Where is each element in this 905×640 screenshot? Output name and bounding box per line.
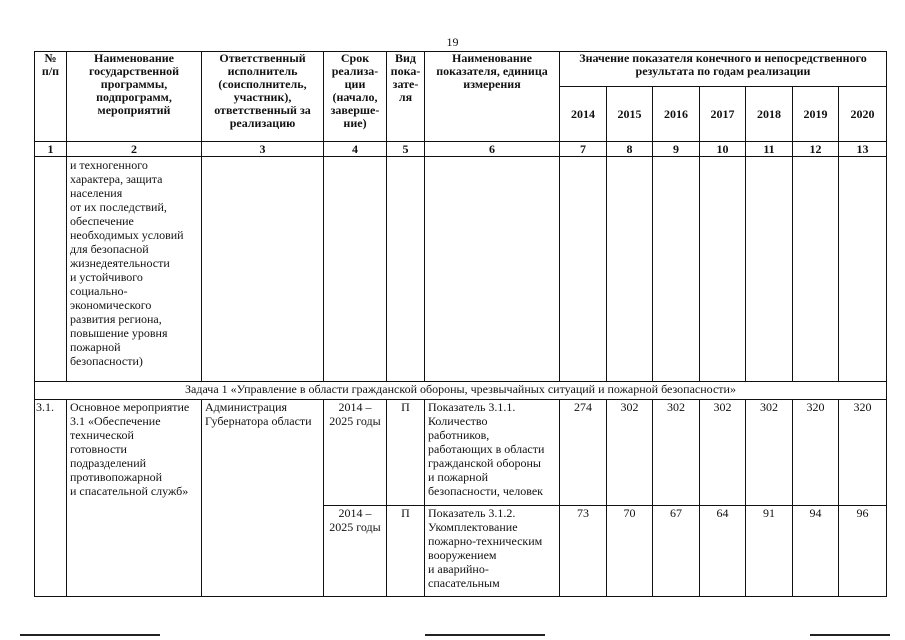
header-year: 2014 [560, 87, 607, 142]
text-line: Основное мероприятие [70, 400, 190, 414]
empty-cell [35, 157, 67, 382]
text-line: характера, защита [70, 172, 163, 186]
text-line: 2025 годы [329, 520, 381, 534]
empty-cell [607, 157, 653, 382]
empty-cell [653, 157, 700, 382]
continuation-row [35, 157, 887, 382]
empty-cell [746, 157, 793, 382]
indicator-value: 302 [607, 400, 653, 506]
column-number: 10 [700, 142, 746, 157]
column-number: 4 [324, 142, 387, 157]
text-line: пожарной [70, 340, 121, 354]
indicator-row [35, 400, 887, 506]
indicator-name [425, 400, 560, 506]
text-line: Количество [428, 414, 488, 428]
empty-cell [202, 157, 324, 382]
empty-cell [324, 157, 387, 382]
scan-artifact-line [425, 634, 545, 636]
header-executor: Ответственный исполнитель (соисполнитель, участник), ответственный за реализацию [202, 52, 324, 142]
indicator-value: 274 [560, 400, 607, 506]
indicator-term [324, 506, 387, 597]
empty-cell [387, 157, 425, 382]
empty-cell [700, 157, 746, 382]
empty-cell [425, 157, 560, 382]
text-line: развития региона, [70, 312, 162, 326]
header-year: 2015 [607, 87, 653, 142]
measure-number: 3.1. [35, 400, 67, 597]
text-line: спасательным [428, 576, 500, 590]
indicator-value: 320 [839, 400, 887, 506]
text-line: повышение уровня [70, 326, 168, 340]
measure-executor [202, 400, 324, 597]
text-line: населения [70, 186, 123, 200]
text-line: от их последствий, [70, 200, 167, 214]
indicator-type: П [387, 400, 425, 506]
header-program-name: Наименование государственной программы, подпрограмм, мероприятий [67, 52, 202, 142]
text-line: вооружением [428, 548, 497, 562]
empty-cell [839, 157, 887, 382]
indicator-type: П [387, 506, 425, 597]
indicator-value: 320 [793, 400, 839, 506]
indicator-value: 91 [746, 506, 793, 597]
text-line: обеспечение [70, 214, 134, 228]
text-line: безопасности) [70, 354, 143, 368]
header-indicator-name: Наименование показателя, единица измерения [425, 52, 560, 142]
column-number: 9 [653, 142, 700, 157]
text-line: работников, [428, 428, 490, 442]
text-line: Губернатора области [205, 414, 312, 428]
header-year: 2018 [746, 87, 793, 142]
text-line: гражданской обороны [428, 456, 541, 470]
page-number: 19 [446, 35, 459, 49]
indicator-value: 73 [560, 506, 607, 597]
column-number: 8 [607, 142, 653, 157]
continuation-program-name [67, 157, 202, 382]
scan-artifact-line [20, 634, 160, 636]
header-row [35, 52, 887, 87]
column-number: 12 [793, 142, 839, 157]
header-year: 2020 [839, 87, 887, 142]
indicator-value: 302 [746, 400, 793, 506]
text-line: 2014 – [338, 400, 372, 414]
text-line: пожарно-техническим [428, 534, 543, 548]
indicator-term [324, 400, 387, 506]
column-number: 5 [387, 142, 425, 157]
text-line: Показатель 3.1.1. [428, 400, 516, 414]
header-year: 2017 [700, 87, 746, 142]
indicator-name [425, 506, 560, 597]
program-table [34, 51, 887, 597]
column-number: 13 [839, 142, 887, 157]
text-line: экономического [70, 298, 152, 312]
column-number: 7 [560, 142, 607, 157]
text-line: подразделений [70, 456, 147, 470]
indicator-value: 302 [700, 400, 746, 506]
column-number: 1 [35, 142, 67, 157]
task-row [35, 382, 887, 400]
text-line: и устойчивого [70, 270, 143, 284]
text-line: Укомплектование [428, 520, 518, 534]
text-line: работающих в области [428, 442, 545, 456]
empty-cell [793, 157, 839, 382]
column-number: 6 [425, 142, 560, 157]
header-indicator-type: Вид пока-зате-ля [387, 52, 425, 142]
empty-cell [560, 157, 607, 382]
text-line: жизнедеятельности [70, 256, 170, 270]
indicator-value: 70 [607, 506, 653, 597]
text-line: и пожарной [428, 470, 489, 484]
text-line: 2014 – [338, 506, 372, 520]
column-number: 3 [202, 142, 324, 157]
indicator-value: 67 [653, 506, 700, 597]
text-line: и спасательной служб» [70, 484, 189, 498]
measure-name [67, 400, 202, 597]
text-line: Показатель 3.1.2. [428, 506, 516, 520]
indicator-value: 302 [653, 400, 700, 506]
column-numbers-row [35, 142, 887, 157]
header-year: 2019 [793, 87, 839, 142]
text-line: Администрация [205, 400, 288, 414]
header-year: 2016 [653, 87, 700, 142]
scan-artifact-line [810, 634, 890, 636]
indicator-value: 94 [793, 506, 839, 597]
header-values-group: Значение показателя конечного и непосредственного результата по годам реализации [560, 52, 887, 87]
header-number: № п/п [35, 52, 67, 142]
text-line: и аварийно- [428, 562, 489, 576]
header-term: Срок реализа-ции (начало, заверше-ние) [324, 52, 387, 142]
text-line: готовности [70, 442, 127, 456]
text-line: и техногенного [70, 158, 148, 172]
task-title: Задача 1 «Управление в области гражданской обороны, чрезвычайных ситуаций и пожарной безопасности» [35, 382, 887, 400]
column-number: 11 [746, 142, 793, 157]
text-line: 2025 годы [329, 414, 381, 428]
column-number: 2 [67, 142, 202, 157]
text-line: технической [70, 428, 134, 442]
indicator-value: 64 [700, 506, 746, 597]
text-line: 3.1 «Обеспечение [70, 414, 161, 428]
indicator-value: 96 [839, 506, 887, 597]
text-line: противопожарной [70, 470, 163, 484]
text-line: для безопасной [70, 242, 149, 256]
text-line: необходимых условий [70, 228, 184, 242]
text-line: безопасности, человек [428, 484, 543, 498]
text-line: социально- [70, 284, 128, 298]
